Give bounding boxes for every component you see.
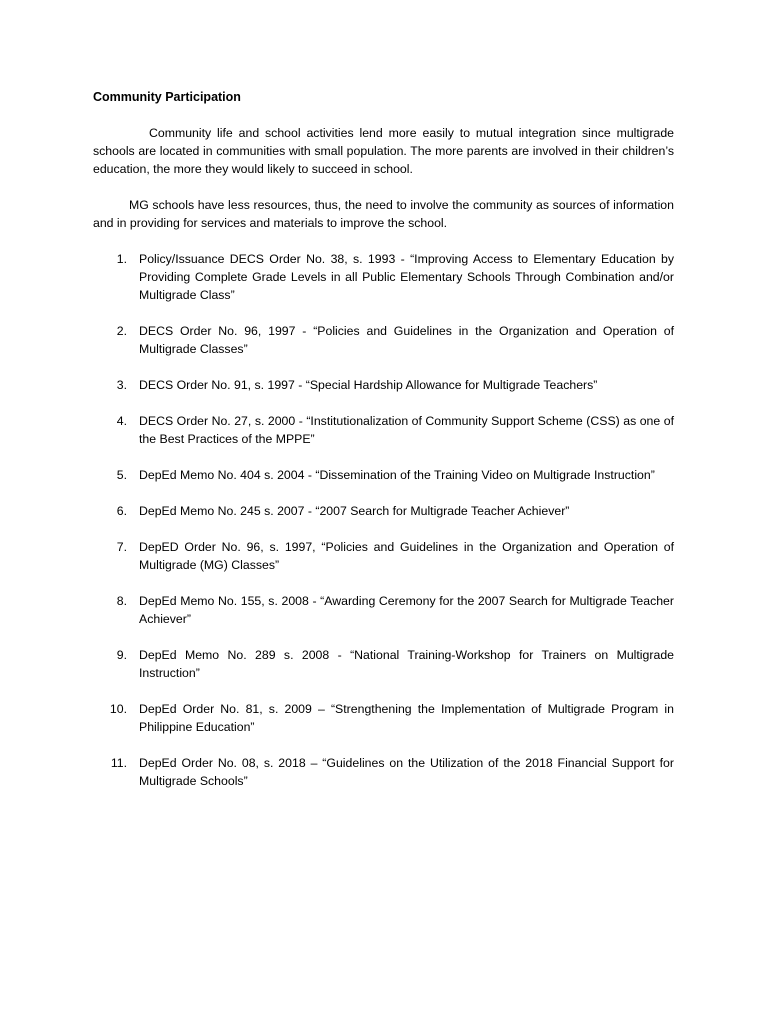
list-item-text: DECS Order No. 91, s. 1997 - “Special Hardship Allowance for Multigrade Teachers”: [139, 378, 598, 392]
list-item-text: DepEd Order No. 81, s. 2009 – “Strengthening the Implementation of Multigrade Program in Philippine Education”: [139, 702, 674, 734]
list-item-2: [93, 322, 674, 358]
document-body: [93, 88, 674, 808]
list-item-number: 10.: [109, 702, 127, 716]
list-item-text: DepEd Memo No. 404 s. 2004 - “Dissemination of the Training Video on Multigrade Instruction”: [139, 468, 655, 482]
list-item-text: DepEd Memo No. 155, s. 2008 - “Awarding Ceremony for the 2007 Search for Multigrade Teacher Achiever”: [139, 594, 674, 626]
list-item-number: 8.: [116, 594, 127, 608]
list-item-number: 4.: [116, 414, 127, 428]
list-item-9: [93, 646, 674, 682]
list-item-7: [93, 538, 674, 574]
list-item-number: 11.: [110, 756, 127, 770]
list-item-3: [93, 376, 674, 394]
paragraph-2: MG schools have less resources, thus, the need to involve the community as sources of information and in providing for services and materials to improve the school.: [93, 198, 674, 230]
list-item-number: 6.: [116, 504, 127, 518]
list-item-1: [93, 250, 674, 304]
list-item-8: [93, 592, 674, 628]
list-item-text: DepEd Memo No. 245 s. 2007 - “2007 Search for Multigrade Teacher Achiever”: [139, 504, 570, 518]
list-item-10: [93, 700, 674, 736]
list-item-number: 7.: [116, 540, 127, 554]
list-item-number: 2.: [116, 324, 127, 338]
list-item-text: DepEd Order No. 08, s. 2018 – “Guidelines on the Utilization of the 2018 Financial Support for Multigrade Schools”: [139, 756, 674, 788]
paragraph-1: Community life and school activities lend more easily to mutual integration since multigrade schools are located in communities with small population. The more parents are involved in their children’s education, the more they would likely to succeed in school.: [93, 126, 674, 176]
list-item-number: 5.: [116, 468, 127, 482]
list-item-number: 3.: [116, 378, 127, 392]
section-heading: Community Participation: [93, 90, 241, 104]
list-item-text: DepEd Memo No. 289 s. 2008 - “National Training-Workshop for Trainers on Multigrade Instruction”: [139, 648, 674, 680]
list-item-11: [93, 754, 674, 790]
list-item-text: DepED Order No. 96, s. 1997, “Policies and Guidelines in the Organization and Operation of Multigrade (MG) Classes”: [139, 540, 674, 572]
list-item-4: [93, 412, 674, 448]
list-item-text: DECS Order No. 27, s. 2000 - “Institutionalization of Community Support Scheme (CSS) as one of the Best Practices of the MPPE”: [139, 414, 674, 446]
list-item-number: 9.: [116, 648, 127, 662]
list-item-6: [93, 502, 674, 520]
list-item-text: DECS Order No. 96, 1997 - “Policies and Guidelines in the Organization and Operation of Multigrade Classes”: [139, 324, 674, 356]
list-item-5: [93, 466, 674, 484]
list-item-text: Policy/Issuance DECS Order No. 38, s. 1993 - “Improving Access to Elementary Education by Providing Complete Grade Levels in all Public Elementary Schools Through Combination and/or Multigrade Class”: [139, 252, 674, 302]
list-item-number: 1.: [116, 252, 127, 266]
issuance-list: [93, 250, 674, 790]
